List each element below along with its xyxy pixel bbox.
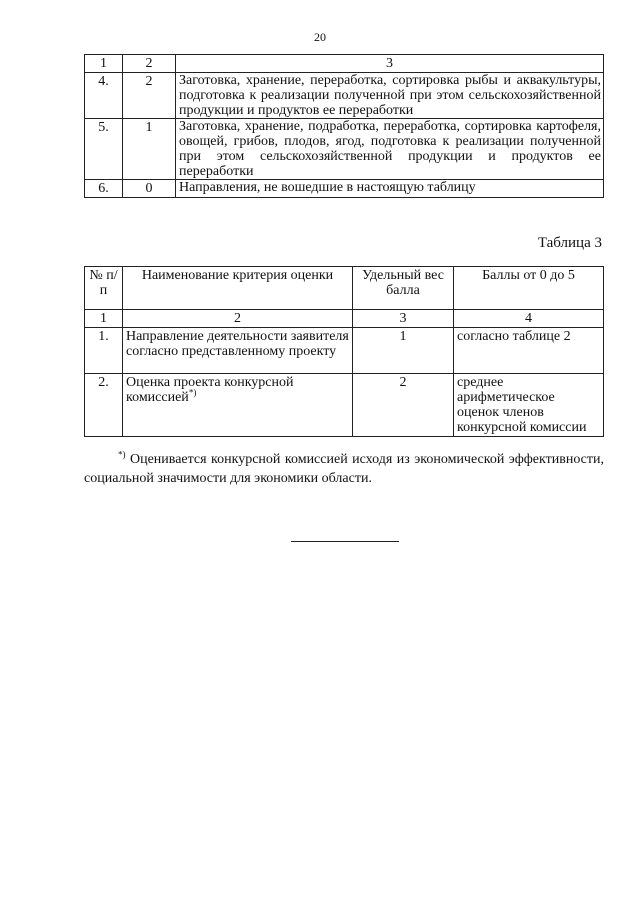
criteria-table-continued — [84, 54, 604, 198]
criterion-score: среднее арифметическое оценок членов конкурсной комиссии — [454, 374, 604, 437]
table-3 — [84, 266, 604, 437]
table-header-row — [85, 267, 604, 310]
header-criterion: Наименование критерия оценки — [123, 267, 353, 310]
table-row — [85, 73, 604, 119]
table-3-caption: Таблица 3 — [537, 235, 602, 251]
row-number: 5. — [85, 119, 123, 180]
footnote-marker: *) — [188, 387, 197, 398]
row-number: 2. — [85, 374, 123, 437]
end-rule — [291, 541, 399, 542]
row-score: 2 — [123, 73, 176, 119]
column-number: 3 — [353, 310, 454, 328]
column-number: 1 — [85, 310, 123, 328]
criterion-name — [123, 374, 353, 437]
page-number: 20 — [314, 30, 326, 44]
criterion-weight: 2 — [353, 374, 454, 437]
criterion-weight: 1 — [353, 328, 454, 374]
header-cell: 2 — [123, 55, 176, 73]
footnote-marker: *) — [118, 449, 126, 460]
header-cell: 3 — [176, 55, 604, 73]
table-row — [85, 374, 604, 437]
row-number: 4. — [85, 73, 123, 119]
criterion-score: согласно таблице 2 — [454, 328, 604, 374]
column-number-row — [85, 310, 604, 328]
row-number: 1. — [85, 328, 123, 374]
criterion-name-text: Оценка проекта конкурсной комиссией — [126, 375, 294, 405]
header-score: Баллы от 0 до 5 — [454, 267, 604, 310]
footnote — [84, 450, 604, 488]
row-number: 6. — [85, 180, 123, 198]
column-number: 4 — [454, 310, 604, 328]
table-row — [85, 328, 604, 374]
criterion-name: Направление деятельности заявителя согласно представленному проекту — [123, 328, 353, 374]
row-score: 0 — [123, 180, 176, 198]
row-direction: Заготовка, хранение, переработка, сортировка рыбы и аквакультуры, подготовка к реализации полученной при этом сельскохозяйственной продукции и продуктов ее переработки — [176, 73, 604, 119]
row-direction: Заготовка, хранение, подработка, переработка, сортировка картофеля, овощей, грибов, плодов, ягод, подготовка к реализации полученной при этом сельскохозяйственной продукции и продуктов ее переработки — [176, 119, 604, 180]
table-header-row — [85, 55, 604, 73]
column-number: 2 — [123, 310, 353, 328]
header-cell: 1 — [85, 55, 123, 73]
header-number: № п/п — [85, 267, 123, 310]
table-row — [85, 119, 604, 180]
table-row — [85, 180, 604, 198]
row-direction: Направления, не вошедшие в настоящую таблицу — [176, 180, 604, 198]
header-weight: Удельный вес балла — [353, 267, 454, 310]
footnote-text: Оценивается конкурсной комиссией исходя из экономической эффективности, социальной значимости для экономики области. — [84, 452, 605, 486]
row-score: 1 — [123, 119, 176, 180]
